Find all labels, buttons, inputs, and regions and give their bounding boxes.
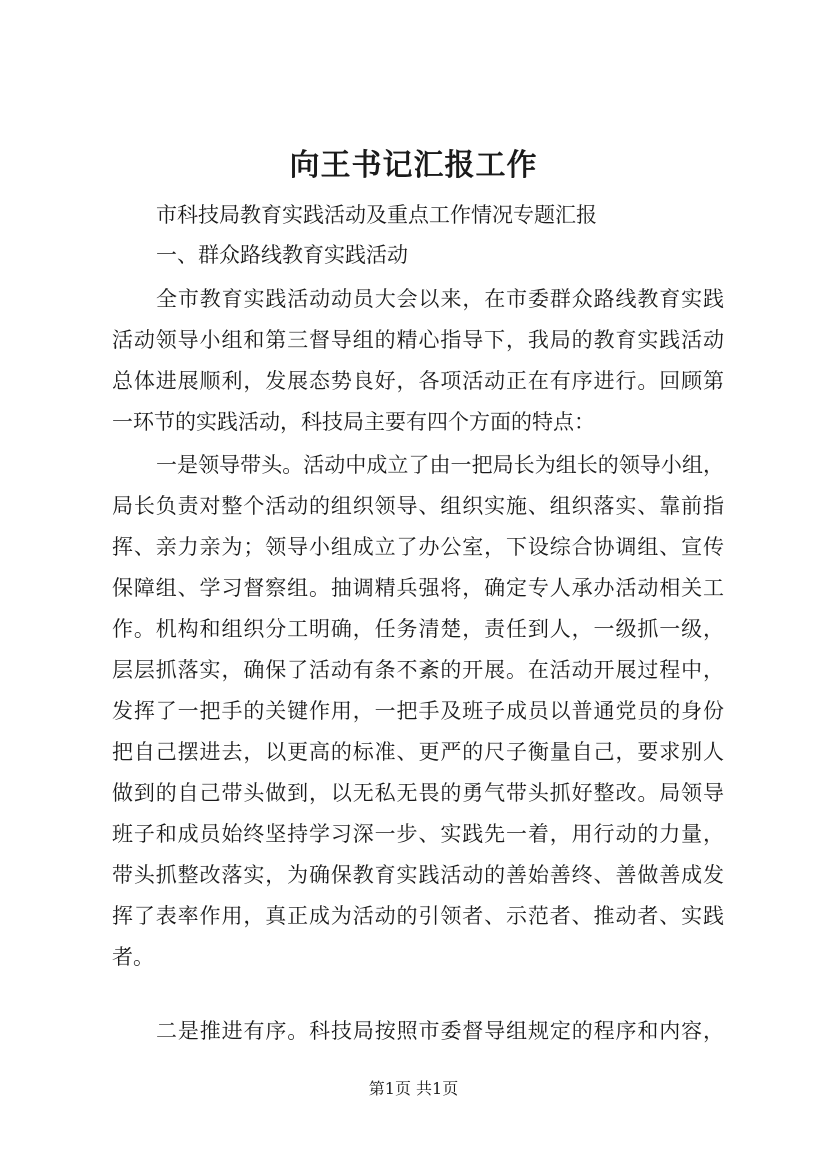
document-title: 向王书记汇报工作 bbox=[289, 148, 538, 183]
paragraph-2-line: 作。机构和组织分工明确，任务清楚，责任到人，一级抓一级， bbox=[112, 617, 724, 641]
paragraph-2-line: 层层抓落实，确保了活动有条不紊的开展。在活动开展过程中， bbox=[112, 658, 724, 682]
document-subtitle: 市科技局教育实践活动及重点工作情况专题汇报 bbox=[156, 203, 597, 227]
paragraph-2-line: 一是领导带头。活动中成立了由一把局长为组长的领导小组， bbox=[156, 453, 724, 477]
paragraph-2-line: 局长负责对整个活动的组织领导、组织实施、组织落实、靠前指 bbox=[112, 494, 724, 518]
page-footer: 第1页 共1页 bbox=[368, 1079, 459, 1098]
paragraph-2-line: 挥、亲力亲为；领导小组成立了办公室，下设综合协调组、宣传 bbox=[112, 535, 724, 559]
paragraph-2-line: 把自己摆进去，以更高的标准、更严的尺子衡量自己，要求别人 bbox=[112, 740, 724, 764]
paragraph-2-line: 班子和成员始终坚持学习深一步、实践先一着，用行动的力量， bbox=[112, 822, 724, 846]
paragraph-2-line: 保障组、学习督察组。抽调精兵强将，确定专人承办活动相关工 bbox=[112, 576, 724, 600]
paragraph-1-line: 一环节的实践活动，科技局主要有四个方面的特点： bbox=[112, 410, 595, 434]
section-heading: 一、群众路线教育实践活动 bbox=[156, 243, 408, 267]
paragraph-2-line: 做到的自己带头做到，以无私无畏的勇气带头抓好整改。局领导 bbox=[112, 781, 724, 805]
paragraph-3-line: 二是推进有序。科技局按照市委督导组规定的程序和内容， bbox=[156, 1019, 724, 1043]
paragraph-2-line: 挥了表率作用，真正成为活动的引领者、示范者、推动者、实践 bbox=[112, 904, 724, 928]
paragraph-2-line: 发挥了一把手的关键作用，一把手及班子成员以普通党员的身份 bbox=[112, 699, 724, 723]
paragraph-2-line: 带头抓整改落实，为确保教育实践活动的善始善终、善做善成发 bbox=[112, 863, 724, 887]
paragraph-1-line: 总体进展顺利，发展态势良好，各项活动正在有序进行。回顾第 bbox=[112, 369, 724, 393]
paragraph-1-line: 全市教育实践活动动员大会以来，在市委群众路线教育实践 bbox=[156, 287, 724, 311]
paragraph-2-line: 者。 bbox=[112, 945, 154, 969]
paragraph-1-line: 活动领导小组和第三督导组的精心指导下，我局的教育实践活动 bbox=[112, 328, 724, 352]
